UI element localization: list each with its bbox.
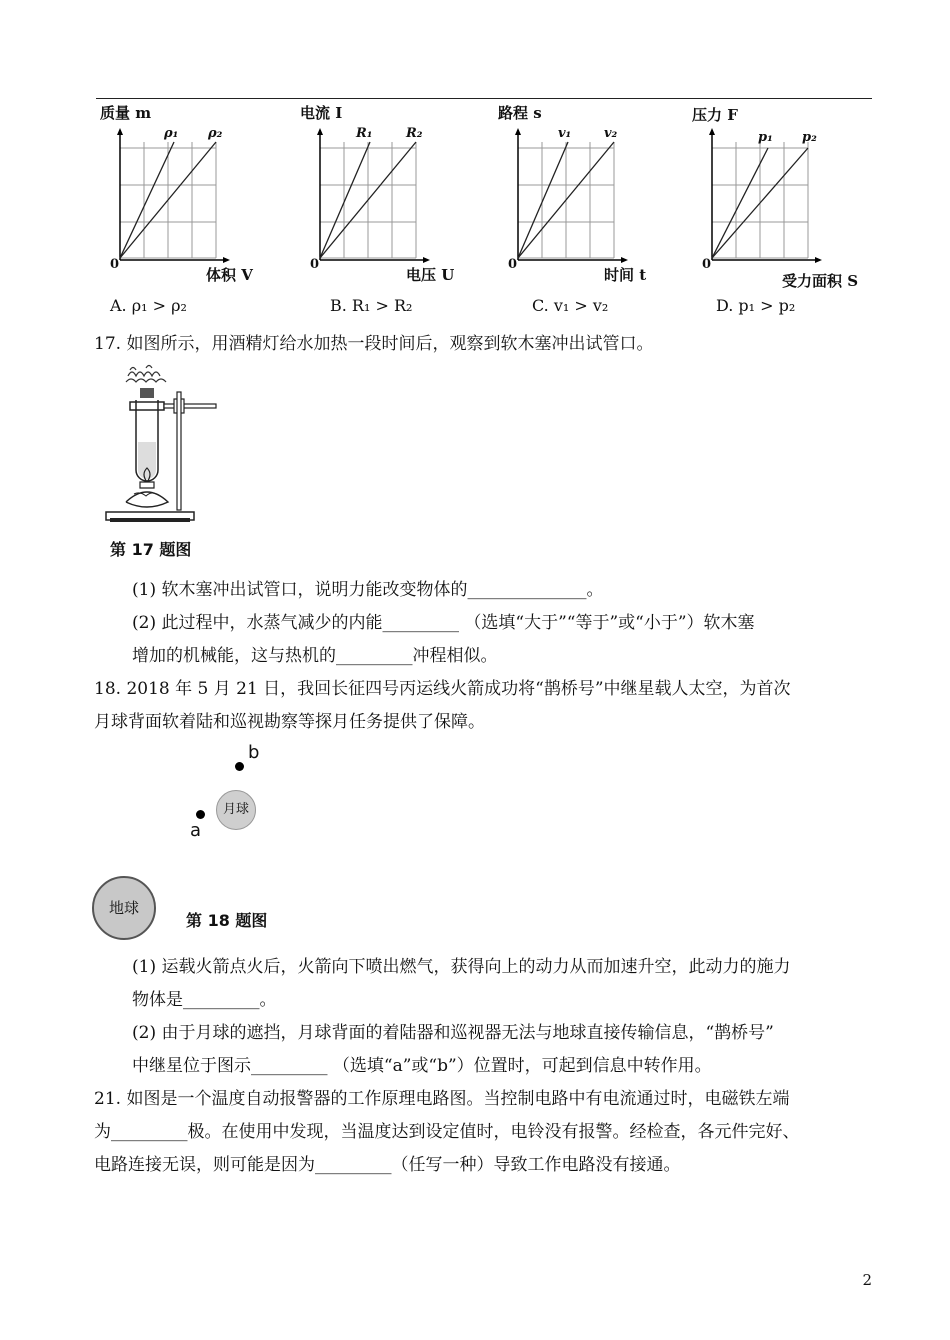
graph-a-option: A. ρ₁ > ρ₂ (110, 296, 187, 315)
q18-figure (90, 740, 290, 945)
moon (216, 790, 256, 830)
graph-a-line2: ρ₂ (208, 126, 223, 141)
graph-a-svg (96, 100, 296, 320)
q17-sub2-line1: (2) 此过程中，水蒸气减少的内能_________ （选填“大于”“等于”或“小于”）软木塞 (132, 613, 755, 633)
q21-line3: 电路连接无误，则可能是因为_________（任写一种）导致工作电路没有接通。 (94, 1155, 681, 1175)
graph-d-xlabel: 受力面积 S (782, 272, 859, 290)
q18-sub1-line1: (1) 运载火箭点火后，火箭向下喷出燃气，获得向上的动力从而加速升空，此动力的施力 (132, 957, 791, 977)
graph-c-line1: v₁ (558, 126, 572, 141)
q21-line2: 为_________极。在使用中发现，当温度达到设定值时，电铃没有报警。经检查，各元件完好、 (94, 1122, 800, 1142)
graph-b-svg (296, 100, 496, 320)
position-b-label: b (248, 742, 260, 763)
q17-sub1: (1) 软木塞冲出试管口，说明力能改变物体的______________。 (132, 580, 604, 600)
graph-c-origin: 0 (508, 257, 518, 272)
position-a-dot (196, 810, 205, 819)
q18-stem-line2: 月球背面软着陆和巡视勘察等探月任务提供了保障。 (94, 712, 485, 732)
q17-caption: 第 17 题图 (110, 540, 192, 559)
graph-c-option: C. v₁ > v₂ (532, 296, 609, 315)
graph-c-svg (494, 100, 694, 320)
earth-label: 地球 (108, 899, 139, 917)
q18-sub2-line2: 中继星位于图示_________ （选填“a”或“b”）位置时，可起到信息中转作用。 (132, 1056, 712, 1076)
q21-line1: 21. 如图是一个温度自动报警器的工作原理电路图。当控制电路中有电流通过时，电磁铁左端 (94, 1089, 790, 1109)
moon-label: 月球 (222, 802, 249, 817)
q17-stem: 17. 如图所示，用酒精灯给水加热一段时间后，观察到软木塞冲出试管口。 (94, 334, 654, 354)
graph-d-ylabel: 压力 F (692, 106, 738, 124)
graph-c-line2: v₂ (604, 126, 618, 141)
graph-d (688, 100, 888, 320)
graph-c-ylabel: 路程 s (498, 104, 542, 122)
graph-b-xlabel: 电压 U (406, 266, 455, 284)
graph-c-xlabel: 时间 t (604, 266, 647, 284)
earth (92, 876, 156, 940)
page-number: 2 (862, 1271, 872, 1289)
graph-b (296, 100, 496, 320)
graph-b-line1: R₁ (356, 126, 373, 141)
position-b-dot (235, 762, 244, 771)
graph-b-origin: 0 (310, 257, 320, 272)
graph-a-ylabel: 质量 m (100, 104, 152, 122)
position-a-label: a (190, 820, 202, 841)
q17-apparatus-illustration (100, 362, 225, 528)
graph-a-xlabel: 体积 V (206, 266, 253, 284)
graph-b-ylabel: 电流 I (300, 104, 343, 122)
graph-a (96, 100, 296, 320)
top-rule (96, 98, 872, 99)
q18-sub2-line1: (2) 由于月球的遮挡，月球背面的着陆器和巡视器无法与地球直接传输信息，“鹊桥号” (132, 1023, 774, 1043)
graph-a-line1: ρ₁ (164, 126, 179, 141)
graph-d-option: D. p₁ > p₂ (716, 296, 796, 315)
q18-caption: 第 18 题图 (186, 911, 268, 930)
graph-b-option: B. R₁ > R₂ (330, 296, 413, 315)
q17-sub2-line2: 增加的机械能，这与热机的_________冲程相似。 (132, 646, 498, 666)
q18-stem-line1: 18. 2018 年 5 月 21 日，我回长征四号丙运线火箭成功将“鹊桥号”中继星载人太空，为首次 (94, 679, 791, 699)
graph-c (494, 100, 694, 320)
graph-a-origin: 0 (110, 257, 120, 272)
q18-sub1-line2: 物体是_________。 (132, 990, 277, 1010)
graph-b-line2: R₂ (406, 126, 423, 141)
graph-d-line2: p₂ (802, 130, 817, 145)
graph-d-line1: p₁ (758, 130, 773, 145)
graph-d-origin: 0 (702, 257, 712, 272)
